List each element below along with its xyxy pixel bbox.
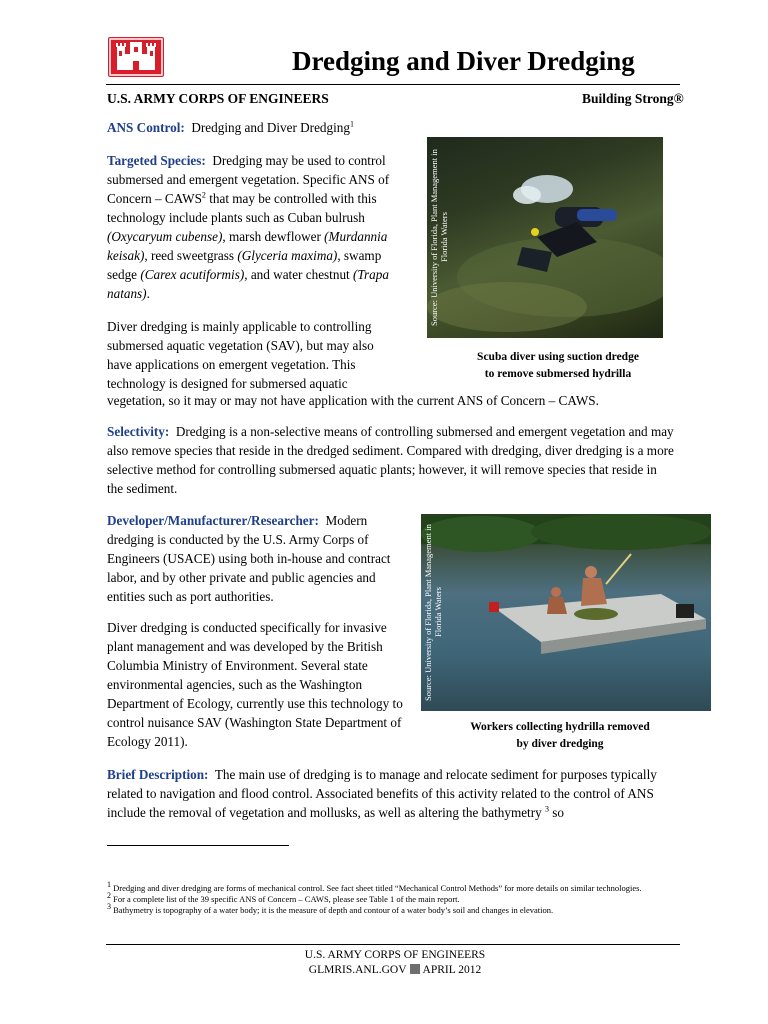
photo2-caption	[425, 719, 695, 753]
species-sep: , swamp sedge	[107, 248, 382, 282]
header-rule	[106, 84, 680, 85]
footnote-number: 1	[107, 880, 111, 890]
photo-credit: Source: University of Florida, Plant Management in Florida Waters	[429, 149, 449, 326]
footer-site-date	[180, 963, 610, 978]
diver-illustration	[427, 137, 663, 338]
species-sep: .	[146, 286, 150, 301]
photo1-caption	[423, 349, 693, 383]
workers-illustration	[421, 514, 711, 711]
footer-site: GLMRIS.ANL.GOV	[308, 964, 407, 976]
brief-description-paragraph	[107, 765, 679, 822]
footnote-text: Bathymetry is topography of a water body; it is the measure of depth and contour of a water body’s soil and changes in elevation.	[111, 905, 554, 915]
footnote-number: 3	[107, 902, 111, 912]
separator-square-icon	[410, 964, 420, 974]
footnotes	[107, 880, 667, 916]
text-line: have applications on emergent vegetation. This	[107, 357, 356, 372]
caption-line: by diver dredging	[516, 738, 604, 750]
species-sep: , marsh dewflower	[222, 229, 325, 244]
caption-line: to remove submersed hydrilla	[484, 368, 632, 380]
footer-date: APRIL 2012	[422, 964, 482, 976]
species-name: (Oxycaryum cubense)	[107, 229, 223, 244]
selectivity-text: Dredging is a non-selective means of controlling submersed and emergent vegetation and may also remove species that reside in the dredged sediment. Compared with dredging, diver dredging is a more selective method for controlling submersed aquatic plants; however, it will remove species that reside in the sediment.	[107, 424, 674, 496]
footer-org: U.S. ARMY CORPS OF ENGINEERS	[304, 949, 486, 961]
workers-hydrilla-photo	[421, 514, 711, 711]
usace-castle-logo	[108, 37, 164, 77]
footnote-number: 2	[107, 891, 111, 901]
footnote-1	[107, 880, 667, 894]
page-title: Dredging and Diver Dredging	[292, 46, 635, 76]
brief-description-tail: so	[549, 805, 565, 820]
footer-rule	[106, 944, 680, 945]
footnote-text: For a complete list of the 39 specific ANS of Concern – CAWS, please see Table 1 of the main report.	[111, 894, 460, 904]
diver-paragraph-last-line: vegetation, so it may or may not have application with the current ANS of Concern – CAWS.	[107, 393, 599, 408]
species-name: (Glyceria maxima)	[237, 248, 338, 263]
footnote-rule	[107, 845, 289, 846]
caption-line: Scuba diver using suction dredge	[477, 351, 639, 363]
text-line: submersed aquatic vegetation (SAV), but may also	[107, 338, 374, 353]
species-sep: , and water chestnut	[244, 267, 353, 282]
brief-description-text: The main use of dredging is to manage and relocate sediment for purposes typically related to navigation and flood control. Associated benefits of this activity related to the control of ANS include the removal of vegetation and mollusks, as well as altering the bathymetry	[107, 767, 657, 820]
developer-label: Developer/Manufacturer/Researcher:	[107, 513, 319, 528]
selectivity-paragraph	[107, 422, 675, 498]
text-line: Diver dredging is mainly applicable to controlling	[107, 319, 372, 334]
castle-icon	[108, 37, 164, 77]
diver-paragraph	[107, 317, 427, 393]
footnote-ref-1: 1	[349, 119, 354, 129]
species-sep: , reed sweetgrass	[144, 248, 238, 263]
targeted-species-paragraph	[107, 151, 412, 303]
developer-text: Modern dredging is conducted by the U.S. Army Corps of Engineers (USACE) using both in-house and contract labor, and by other private and public agencies and entities such as port authorities.	[107, 513, 391, 604]
org-name: U.S. ARMY CORPS OF ENGINEERS	[107, 91, 329, 106]
text-line: technology is designed for submersed aquatic	[107, 376, 348, 391]
species-name: (Carex acutiformis)	[140, 267, 245, 282]
photo-credit: Source: University of Florida, Plant Management in Florida Waters	[423, 524, 443, 701]
caption-line: Workers collecting hydrilla removed	[470, 721, 650, 733]
targeted-species-label: Targeted Species:	[107, 153, 206, 168]
footnote-2	[107, 891, 667, 905]
scuba-diver-photo	[427, 137, 663, 338]
developer-paragraph	[107, 511, 407, 606]
ans-control-line	[107, 118, 407, 137]
brief-description-label: Brief Description:	[107, 767, 209, 782]
targeted-species-text: Dredging may be used to control submersed and emergent vegetation. Specific ANS of Concern – CAWS	[107, 153, 390, 206]
ans-control-label: ANS Control:	[107, 120, 185, 135]
diver-development-paragraph: Diver dredging is conducted specifically for invasive plant management and was developed by the British Columbia Ministry of Environment. Several state environmental agencies, such as the Washington Department of Ecology, currently use this technology to control nuisance SAV (Washington State Department of Ecology 2011).	[107, 620, 403, 749]
ans-control-text: Dredging and Diver Dredging	[191, 120, 350, 135]
species-name: (Murdannia keisak)	[107, 229, 388, 263]
footnote-ref-2: 2	[201, 190, 206, 200]
targeted-species-text-2: that may be controlled with this technology include plants such as Cuban bulrush	[107, 191, 377, 225]
footnote-ref-3: 3	[545, 804, 549, 814]
selectivity-label: Selectivity:	[107, 424, 170, 439]
footnote-3	[107, 902, 667, 916]
tagline: Building Strong®	[582, 91, 684, 106]
species-name: (Trapa natans)	[107, 267, 389, 301]
footnote-text: Dredging and diver dredging are forms of mechanical control. See fact sheet titled “Mechanical Control Methods” for more details on similar technologies.	[111, 883, 642, 893]
